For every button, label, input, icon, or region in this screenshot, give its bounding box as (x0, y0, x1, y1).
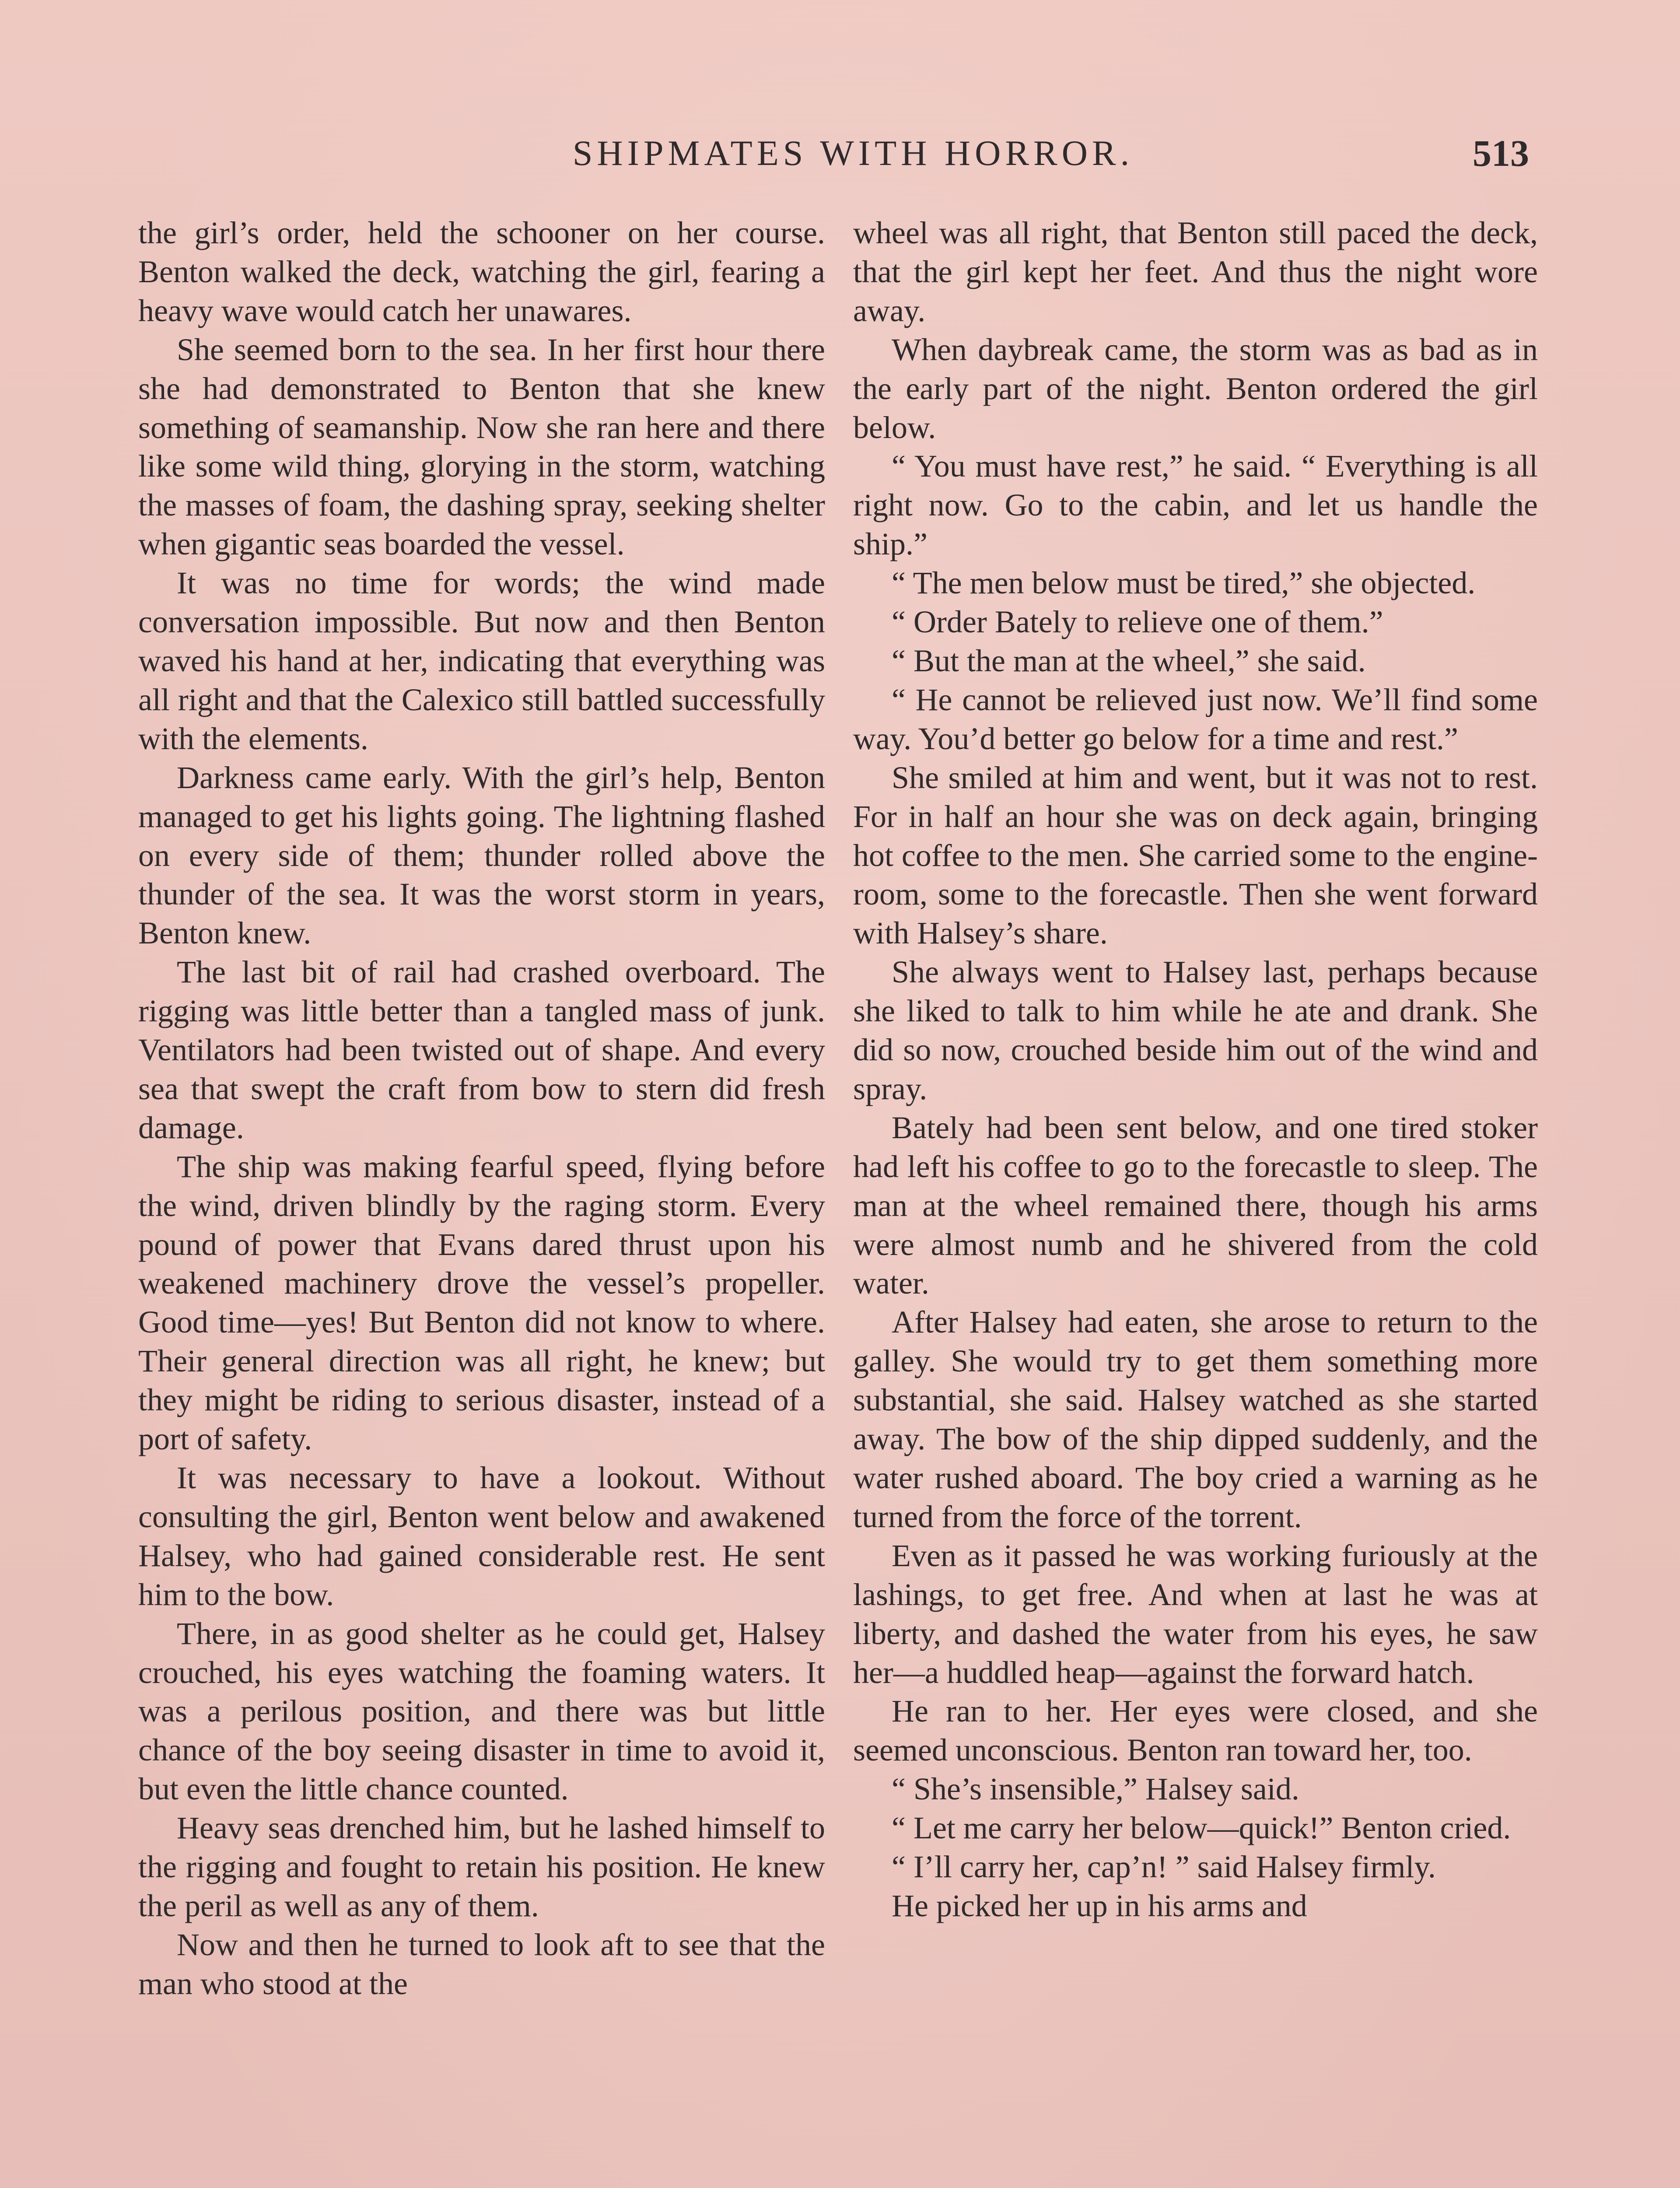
paragraph: She seemed born to the sea. In her first hour there she had demonstrated to Benton that she knew something of seamanship. Now she ran here and there like some wild thing, glorying in the storm, watching the masses of foam, the dashing spray, seeking shelter when gigantic seas boarded the vessel. (138, 332, 825, 562)
paragraph: the girl’s order, held the schooner on her course. Benton walked the deck, watching the girl, fearing a heavy wave would catch her unawares. (138, 215, 825, 328)
paragraph: “ You must have rest,” he said. “ Everything is all right now. Go to the cabin, and let us handle the ship.” (853, 449, 1538, 562)
paragraph: It was no time for words; the wind made conversation impossible. But now and then Benton waved his hand at her, indicating that everything was all right and that the Calexico still battled successfully with the elements. (138, 565, 825, 756)
paragraph: The ship was making fearful speed, flying before the wind, driven blindly by the raging storm. Every pound of power that Evans dared thrust upon his weakened machinery drove the vessel’s propeller. Good time—yes! But Benton did not know to where. Their general direction was all right, he knew; but they might be riding to serious disaster, instead of a port of safety. (138, 1149, 825, 1457)
paragraph: She smiled at him and went, but it was not to rest. For in half an hour she was on deck again, bringing hot coffee to the men. She carried some to the engine-room, some to the forecastle. Then she went forward with Halsey’s share. (853, 760, 1538, 951)
paragraph: “ I’ll carry her, cap’n! ” said Halsey firmly. (892, 1849, 1436, 1885)
paragraph: “ She’s insensible,” Halsey said. (892, 1771, 1299, 1807)
paragraph: After Halsey had eaten, she arose to return to the galley. She would try to get them something more substantial, she said. Halsey watched as she started away. The bow of the ship dipped suddenly, and the water rushed aboard. The boy cried a warning as he turned from the force of the torrent. (853, 1304, 1538, 1534)
paragraph: “ Order Bately to relieve one of them.” (892, 604, 1383, 640)
left-column (138, 214, 825, 2003)
page-number: 513 (1473, 132, 1529, 174)
paragraph: “ He cannot be relieved just now. We’ll find some way. You’d better go below for a time and rest.” (853, 682, 1538, 756)
paragraph: “ Let me carry her below—quick!” Benton cried. (892, 1810, 1511, 1846)
paragraph: Darkness came early. With the girl’s help, Benton managed to get his lights going. The lightning flashed on every side of them; thunder rolled above the thunder of the sea. It was the worst storm in years, Benton knew. (138, 760, 825, 951)
right-column (853, 214, 1538, 1925)
paragraph: There, in as good shelter as he could get, Halsey crouched, his eyes watching the foaming waters. It was a perilous position, and there was but little chance of the boy seeing disaster in time to avoid it, but even the little chance counted. (138, 1616, 825, 1807)
paragraph: She always went to Halsey last, perhaps because she liked to talk to him while he ate and drank. She did so now, crouched beside him out of the wind and spray. (853, 954, 1538, 1106)
paragraph: Heavy seas drenched him, but he lashed himself to the rigging and fought to retain his position. He knew the peril as well as any of them. (138, 1810, 825, 1923)
paragraph: The last bit of rail had crashed overboard. The rigging was little better than a tangled mass of junk. Ventilators had been twisted out of shape. And every sea that swept the craft from bow to stern did fresh damage. (138, 954, 825, 1145)
paragraph: When daybreak came, the storm was as bad as in the early part of the night. Benton ordered the girl below. (853, 332, 1538, 445)
paragraph: It was necessary to have a lookout. Without consulting the girl, Benton went below and awakened Halsey, who had gained considerable rest. He sent him to the bow. (138, 1460, 825, 1612)
paragraph: Now and then he turned to look aft to see that the man who stood at the (138, 1927, 825, 2001)
paragraph: He picked her up in his arms and (892, 1888, 1307, 1923)
paragraph: “ The men below must be tired,” she objected. (892, 565, 1476, 601)
running-title: SHIPMATES WITH HORROR. (572, 133, 1134, 173)
paragraph: Even as it passed he was working furiously at the lashings, to get free. And when at last he was at liberty, and dashed the water from his eyes, he saw her—a huddled heap—against the forward hatch. (853, 1538, 1538, 1690)
paragraph: wheel was all right, that Benton still paced the deck, that the girl kept her feet. And thus the night wore away. (853, 215, 1538, 328)
paragraph: He ran to her. Her eyes were closed, and she seemed unconscious. Benton ran toward her, too. (853, 1694, 1538, 1768)
paragraph: “ But the man at the wheel,” she said. (892, 643, 1366, 678)
paragraph: Bately had been sent below, and one tired stoker had left his coffee to go to the forecastle to sleep. The man at the wheel remained there, though his arms were almost numb and he shivered from the cold water. (853, 1110, 1538, 1301)
